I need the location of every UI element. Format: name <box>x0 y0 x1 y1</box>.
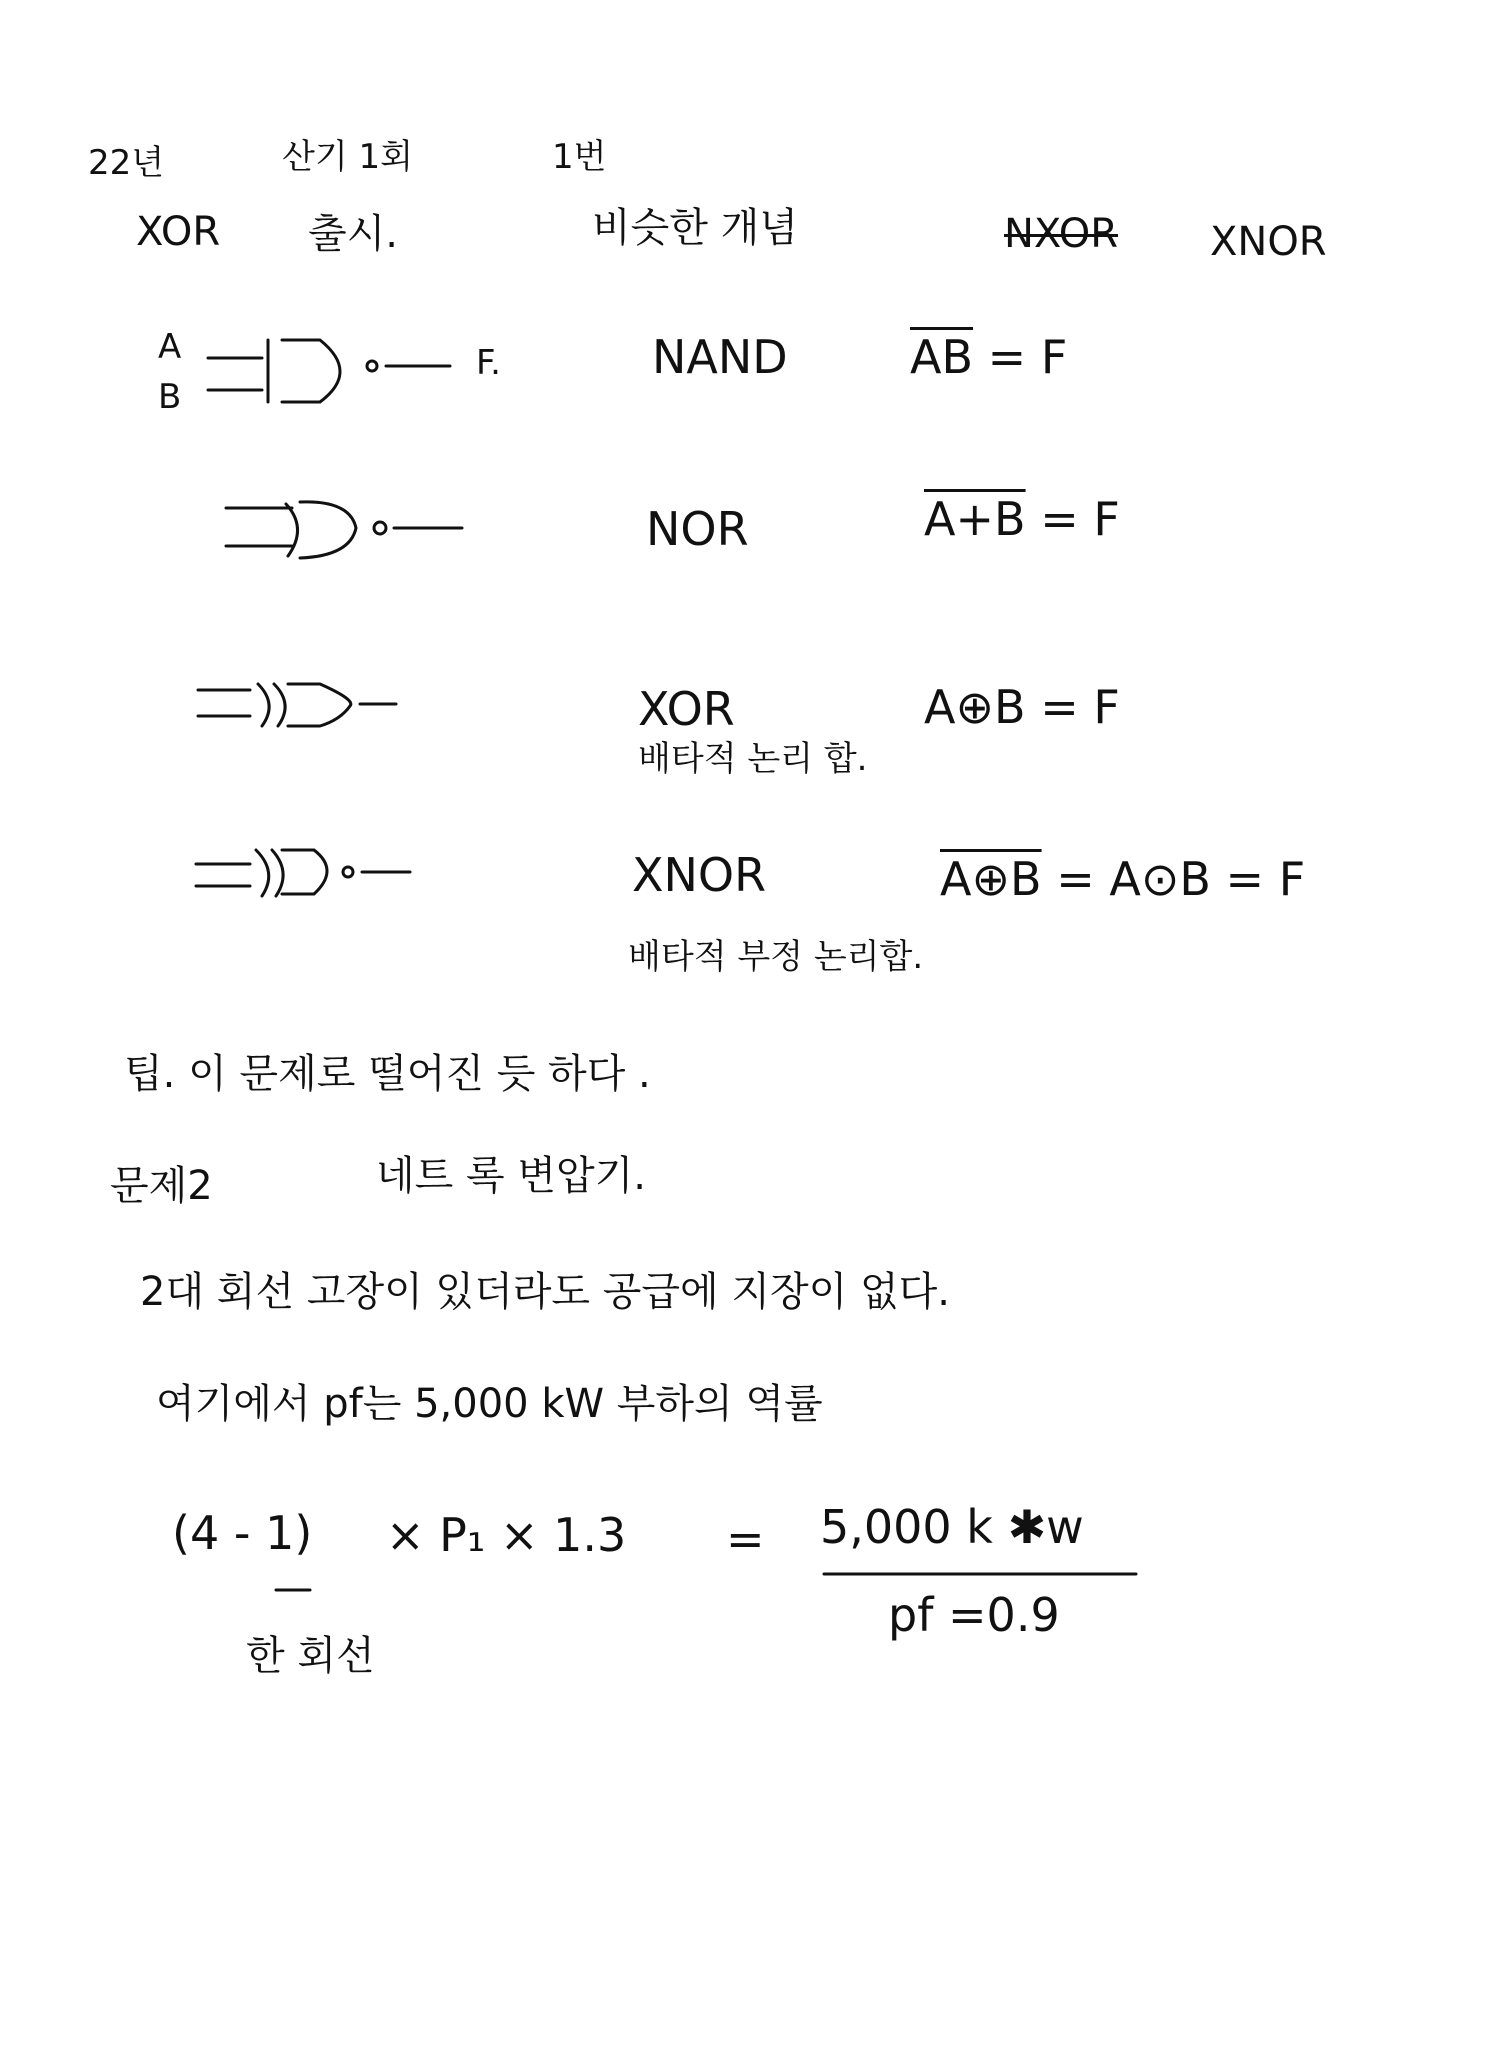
expr-xnor-bar: A⊕B <box>940 852 1042 906</box>
output-f-label: F. <box>476 343 501 383</box>
formula-lhs-rest: × P₁ × 1.3 <box>386 1508 627 1562</box>
problem2-title: 네트 록 변압기. <box>376 1153 646 1199</box>
gate-expr-nor <box>924 492 1120 546</box>
problem2-label: 문제2 <box>110 1163 213 1209</box>
remark-line: 팁. 이 문제로 떨어진 듯 하다 . <box>124 1051 651 1097</box>
topic-correct-term: XNOR <box>1210 219 1327 265</box>
gate-name-xor: XOR <box>638 682 735 736</box>
input-a-label: A <box>158 327 182 367</box>
expr-nand-bar: $\overline{AB}$ <box>910 330 974 384</box>
topic-similar: 비슷한 개념 <box>592 205 798 251</box>
expr-nor-rest: = F <box>1025 492 1120 546</box>
header-number: 1번 <box>552 137 607 177</box>
problem2-line1: 2대 회선 고장이 있더라도 공급에 지장이 없다. <box>140 1269 950 1315</box>
topic-label: XOR <box>136 209 221 255</box>
gate-name-nand: NAND <box>652 330 788 384</box>
header-year: 22년 <box>88 143 165 183</box>
formula-lhs-one: 1 <box>265 1506 295 1560</box>
formula-note: 한 회선 <box>246 1633 375 1679</box>
nor-gate-symbol <box>226 502 462 558</box>
header-exam: 산기 1회 <box>282 137 413 177</box>
formula-denominator: pf =0.9 <box>888 1588 1060 1642</box>
input-b-label: B <box>158 377 182 417</box>
gate-expr-nand <box>910 330 1068 384</box>
gate-expr-xnor <box>940 852 1306 906</box>
formula-lhs <box>172 1506 313 1560</box>
gate-name-nor: NOR <box>646 502 749 556</box>
gate-desc-xnor: 배타적 부정 논리합. <box>628 937 924 977</box>
gate-desc-xor: 배타적 논리 합. <box>638 739 868 779</box>
expr-xnor-rest: = A⊙B = F <box>1041 852 1306 906</box>
expr-nand-rest: = F <box>973 330 1068 384</box>
topic-note: 출시. <box>308 211 398 257</box>
formula-lhs-open: (4 - <box>172 1506 266 1560</box>
gate-expr-xor: A⊕B = F <box>924 680 1120 734</box>
expr-nor-bar: A+B <box>924 492 1026 546</box>
gate-name-xnor: XNOR <box>632 848 767 902</box>
problem2-line2: 여기에서 pf는 5,000 kW 부하의 역률 <box>156 1381 823 1427</box>
topic-struck-term: NXOR <box>1004 211 1119 257</box>
xor-gate-symbol <box>198 684 396 726</box>
formula-equals: = <box>726 1512 765 1566</box>
formula-lhs-close: ) <box>294 1506 313 1560</box>
xnor-gate-symbol <box>196 850 410 896</box>
nand-gate-symbol <box>208 340 450 402</box>
formula-numerator: 5,000 k ✱w <box>820 1500 1084 1554</box>
